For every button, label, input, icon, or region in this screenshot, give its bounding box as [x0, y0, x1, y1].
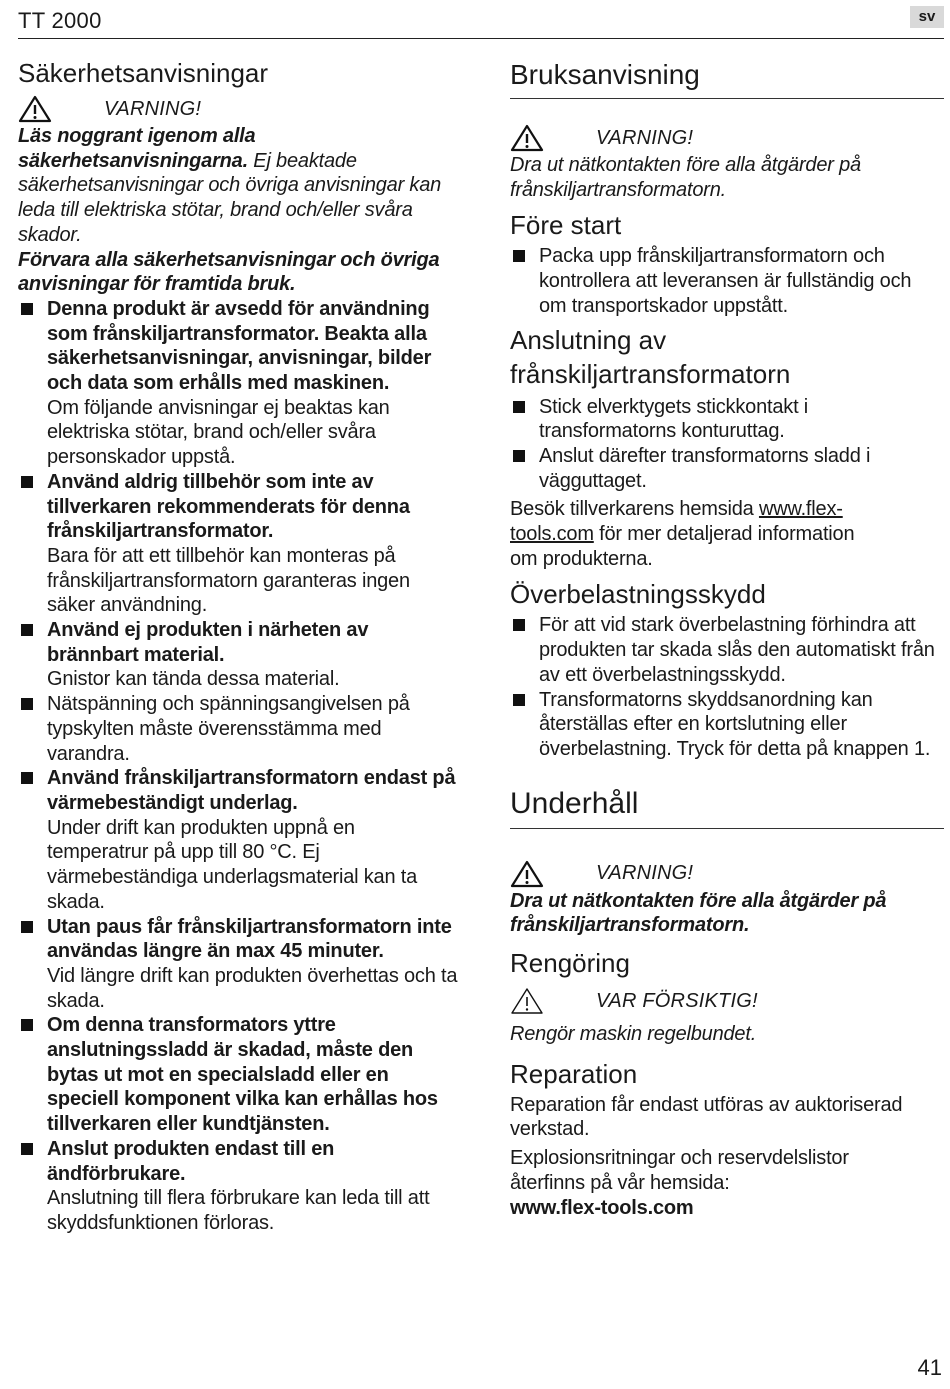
- operating-heading: Bruksanvisning: [510, 56, 944, 99]
- cleaning-text: Rengör maskin regelbundet.: [510, 1023, 757, 1046]
- caution-row: [510, 986, 944, 1016]
- item-text: Om följande anvisningar ej beaktas kan elektriska stötar, brand och/eller svåra personskador uppstå.: [47, 396, 390, 469]
- item-bold: Denna produkt är avsedd för användning som frånskiljartransformator. Beakta alla säkerhetsanvisningar, anvisningar, bilder och data som erhålls med maskinen.: [47, 297, 432, 395]
- warning-label: VARNING!: [104, 97, 202, 120]
- safety-intro: [18, 124, 458, 248]
- visit-before: Besök tillverkarens hemsida: [510, 498, 759, 521]
- intro-bold-2: Förvara alla säkerhetsanvisningar och övriga anvisningar för framtida bruk.: [18, 248, 440, 296]
- item-bold: Använd frånskiljartransformatorn endast på värmebeständigt underlag.: [47, 767, 456, 814]
- document-title: TT 2000: [18, 8, 102, 33]
- maintenance-heading: Underhåll: [510, 784, 944, 829]
- page-number: 41: [917, 1355, 942, 1380]
- list-item: Transformatorns skyddsanordning kan återställas efter en kortslutning eller överbelastning. Tryck för detta på knappen 1.: [510, 688, 944, 762]
- list-item: [18, 692, 458, 766]
- item-bold: Utan paus får frånskiljartransformatorn inte användas längre än max 45 minuter.: [47, 915, 452, 963]
- connection-heading: Anslutning av frånskiljartransformatorn: [510, 324, 791, 389]
- warning-text: Dra ut nätkontakten före alla åtgärder på frånskiljartransformatorn.: [510, 889, 887, 937]
- warning-row: [510, 123, 944, 153]
- item-bold: Använd ej produkten i närheten av brännbart material.: [47, 619, 369, 666]
- list-item: [18, 1137, 458, 1236]
- header-divider: [18, 38, 944, 39]
- item-text: Bara för att ett tillbehör kan monteras på frånskiljartransformatorn garanteras ingen säker användning.: [47, 544, 410, 617]
- warning-text: Dra ut nätkontakten före alla åtgärder på frånskiljartransformatorn.: [510, 154, 861, 201]
- warning-triangle-icon: [510, 987, 544, 1015]
- website-url[interactable]: www.flex-tools.com: [510, 1196, 694, 1219]
- item-text: Vid längre drift kan produkten överhettas och ta skada.: [47, 964, 458, 1012]
- item-text: Anslutning till flera förbrukare kan leda till att skyddsfunktionen förloras.: [47, 1187, 430, 1234]
- safety-heading: Säkerhetsanvisningar: [18, 58, 269, 88]
- language-badge: sv: [910, 6, 944, 28]
- list-item: [18, 618, 458, 692]
- list-item: Anslut därefter transformatorns sladd i vägguttaget.: [510, 444, 899, 493]
- list-item: [18, 1013, 458, 1137]
- list-item: [18, 470, 458, 618]
- overload-heading: Överbelastningsskydd: [510, 579, 766, 610]
- warning-triangle-icon: [510, 124, 544, 152]
- repair-text: Reparation får endast utföras av auktoriserad verkstad.: [510, 1093, 903, 1141]
- warning-triangle-icon: [18, 95, 52, 123]
- connection-list: [510, 395, 944, 494]
- warning-triangle-icon: [510, 860, 544, 888]
- warning-label: VARNING!: [596, 862, 694, 885]
- list-item: [18, 915, 458, 1014]
- warning-row: [18, 94, 458, 124]
- item-bold: Använd aldrig tillbehör som inte av tillverkaren rekommenderats för denna frånskiljartransformator.: [47, 470, 410, 543]
- visit-after: för mer detaljerad information om produkterna.: [510, 523, 855, 570]
- warning-row: [510, 859, 944, 889]
- item-bold: Anslut produkten endast till en ändförbrukare.: [47, 1137, 335, 1185]
- caution-label: VAR FÖRSIKTIG!: [596, 989, 758, 1012]
- before-start-heading: Före start: [510, 210, 622, 241]
- list-item: Stick elverktygets stickkontakt i transformatorns konturuttag.: [510, 395, 944, 444]
- item-text: Nätspänning och spänningsangivelsen på typskylten måste överensstämma med varandra.: [47, 693, 410, 765]
- cleaning-heading: Rengöring: [510, 948, 630, 979]
- left-column: [18, 56, 458, 1236]
- list-item: [18, 297, 458, 470]
- parts-text: Explosionsritningar och reservdelslistor återfinns på vår hemsida:: [510, 1147, 849, 1194]
- item-text: Gnistor kan tända dessa material.: [47, 668, 340, 691]
- item-text: Under drift kan produkten uppnå en temperatrur på upp till 80 °C. Ej värmebeständiga underlagsmaterial kan ta skada.: [47, 816, 417, 913]
- website-link[interactable]: www.flex-tools.com: [510, 498, 843, 546]
- before-start-list: [510, 244, 944, 318]
- overload-list: [510, 613, 944, 761]
- item-bold: Om denna transformators yttre anslutningssladd är skadad, måste den bytas ut mot en specialsladd eller en speciell komponent vilka kan erhållas hos tillverkaren eller kundtjänsten.: [47, 1014, 438, 1136]
- list-item: [18, 766, 458, 914]
- list-item: För att vid stark överbelastning förhindra att produkten tar skada slås den automatiskt från av ett överbelastningsskydd.: [510, 613, 944, 687]
- intro-bold-1: Läs noggrant igenom alla säkerhetsanvisningarna.: [18, 125, 256, 172]
- warning-label: VARNING!: [596, 126, 694, 149]
- repair-heading: Reparation: [510, 1058, 638, 1089]
- safety-list: [18, 297, 458, 1236]
- intro-normal: Ej beaktade säkerhetsanvisningar och övriga anvisningar kan leda till elektriska stötar, brand och/eller svåra skador.: [18, 149, 442, 246]
- right-column: [510, 56, 944, 1220]
- list-item: Packa upp frånskiljartransformatorn och kontrollera att leveransen är fullständig och om transportskador uppstått.: [510, 244, 944, 318]
- visit-text: [510, 497, 880, 571]
